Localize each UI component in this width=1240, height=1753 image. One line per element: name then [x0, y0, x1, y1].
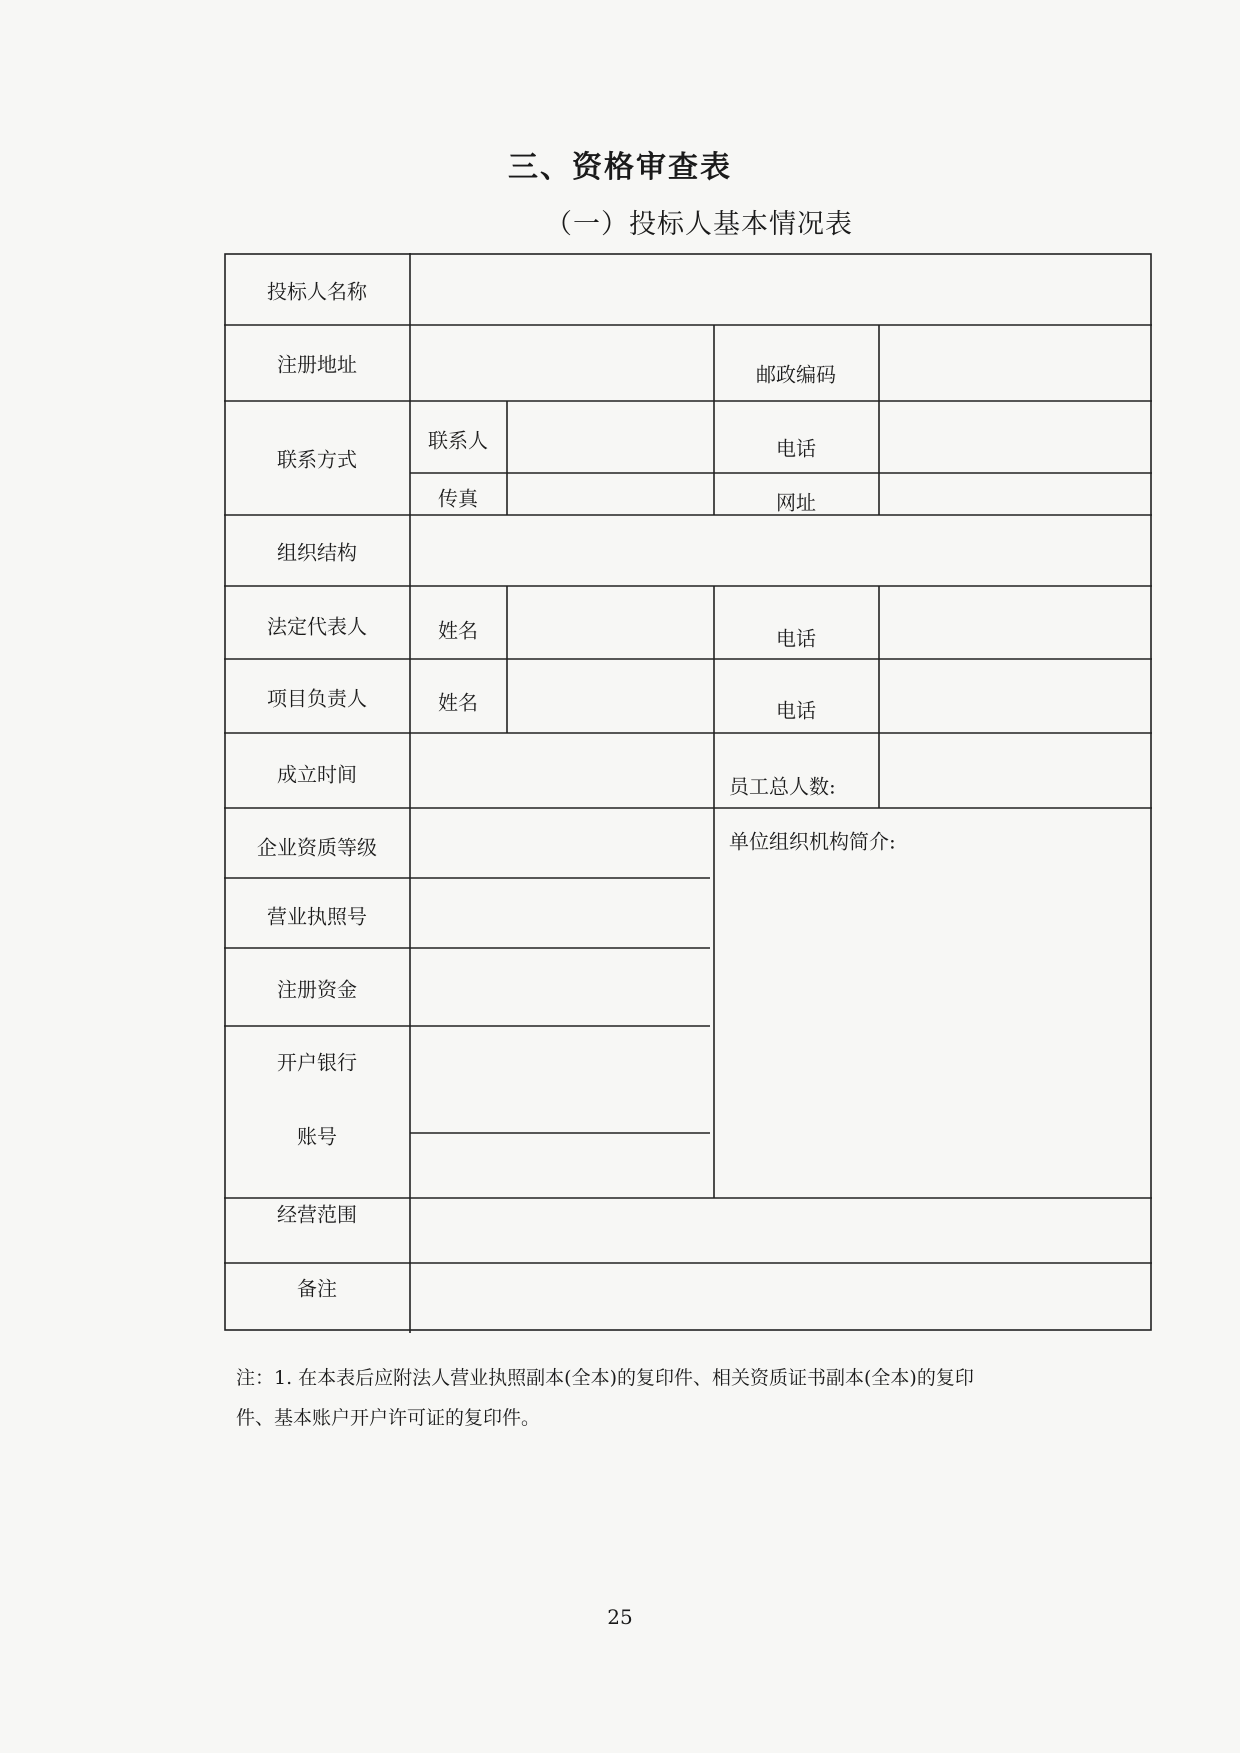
- form-note: [236, 1358, 1116, 1438]
- label-legal-rep-phone: 电话: [776, 626, 816, 651]
- remarks-field[interactable]: [412, 1265, 1150, 1329]
- note-line-1: 注：1. 在本表后应附法人营业执照副本(全本)的复印件、相关资质证书副本(全本)的复印: [236, 1367, 974, 1389]
- established-date-field[interactable]: [412, 735, 712, 806]
- bidder-info-form: [224, 253, 1153, 1333]
- label-contact-phone: 电话: [776, 436, 816, 461]
- label-postal-code: 邮政编码: [756, 362, 836, 387]
- bank-field[interactable]: [412, 1028, 712, 1131]
- label-business-license-no: 营业执照号: [267, 904, 367, 929]
- contact-person-field[interactable]: [509, 403, 712, 471]
- label-org-introduction: 单位组织机构简介:: [729, 829, 896, 854]
- form-subtitle: （一）投标人基本情况表: [545, 209, 853, 240]
- label-organization-structure: 组织结构: [277, 540, 357, 565]
- label-total-employees: 员工总人数:: [729, 774, 836, 799]
- label-established-date: 成立时间: [277, 762, 357, 787]
- registered-address-field[interactable]: [412, 327, 712, 399]
- org-introduction-field[interactable]: [716, 863, 1150, 1196]
- label-bidder-name: 投标人名称: [267, 279, 367, 304]
- contact-phone-field[interactable]: [881, 403, 1150, 471]
- label-registered-capital: 注册资金: [277, 977, 357, 1002]
- label-contact-person: 联系人: [428, 428, 488, 453]
- project-leader-phone-field[interactable]: [881, 661, 1150, 731]
- label-fax: 传真: [438, 486, 478, 511]
- business-scope-field[interactable]: [412, 1200, 1150, 1261]
- registered-capital-field[interactable]: [412, 950, 712, 1024]
- total-employees-field[interactable]: [881, 735, 1150, 806]
- label-remarks: 备注: [297, 1276, 337, 1301]
- label-legal-rep-name: 姓名: [438, 618, 478, 643]
- legal-rep-phone-field[interactable]: [881, 588, 1150, 657]
- label-account-no: 账号: [297, 1124, 337, 1149]
- project-leader-name-field[interactable]: [509, 661, 712, 731]
- label-qualification-grade: 企业资质等级: [257, 835, 377, 860]
- label-project-leader: 项目负责人: [267, 686, 367, 711]
- label-contact-method: 联系方式: [277, 447, 357, 472]
- label-project-leader-name: 姓名: [438, 690, 478, 715]
- legal-rep-name-field[interactable]: [509, 588, 712, 657]
- bidder-name-field[interactable]: [412, 256, 1150, 324]
- business-license-no-field[interactable]: [412, 880, 712, 946]
- qualification-grade-field[interactable]: [412, 810, 712, 876]
- website-field[interactable]: [881, 475, 1150, 513]
- fax-field[interactable]: [509, 475, 712, 513]
- label-registered-address: 注册地址: [277, 352, 357, 377]
- label-legal-representative: 法定代表人: [267, 614, 367, 639]
- label-bank: 开户银行: [277, 1050, 357, 1075]
- page-title: 三、资格审查表: [508, 150, 732, 185]
- label-business-scope: 经营范围: [277, 1202, 357, 1227]
- page-number: 25: [607, 1605, 633, 1629]
- postal-code-field[interactable]: [881, 327, 1150, 399]
- label-website: 网址: [776, 490, 816, 515]
- note-line-2: 件、基本账户开户许可证的复印件。: [236, 1407, 541, 1429]
- organization-structure-field[interactable]: [412, 517, 1150, 584]
- account-no-field[interactable]: [412, 1135, 712, 1196]
- label-project-leader-phone: 电话: [776, 698, 816, 723]
